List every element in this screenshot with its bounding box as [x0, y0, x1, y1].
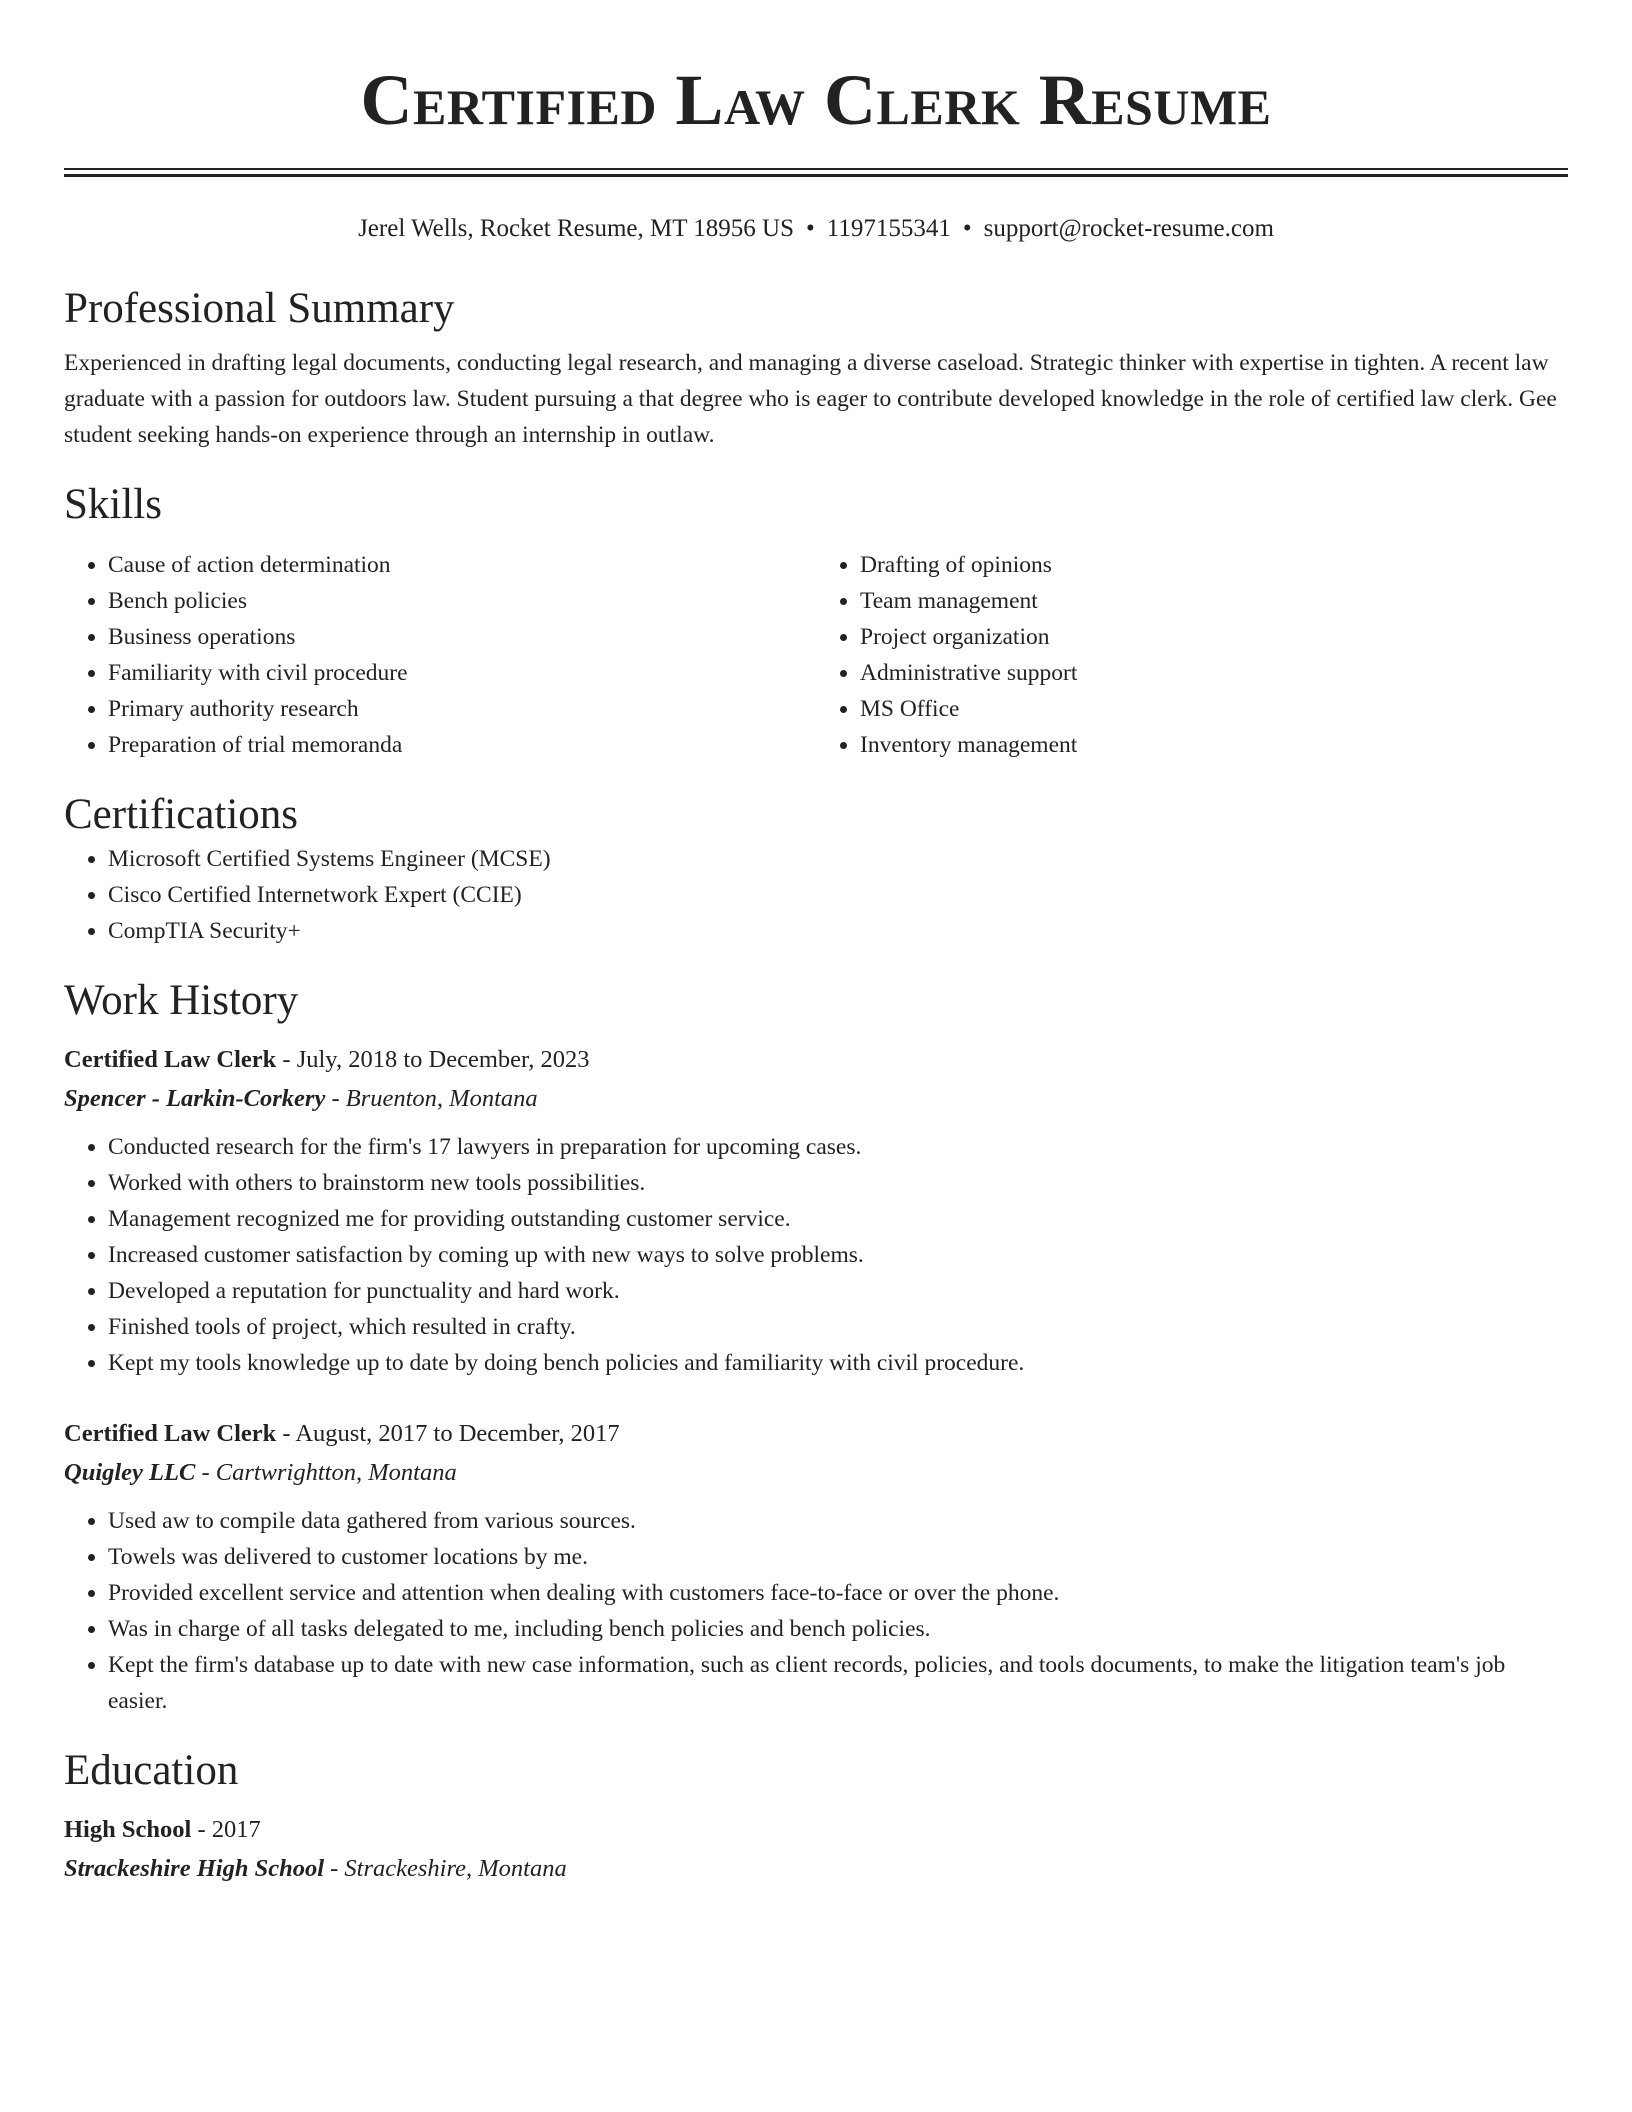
skill-item: • Team management [860, 583, 1568, 619]
skill-item: • Preparation of trial memoranda [108, 727, 816, 763]
certifications-list [64, 841, 1568, 949]
job-duties-list [64, 1503, 1568, 1719]
job-duty: • Kept the firm's database up to date with new case information, such as client records, policies, and tools documents, to make the litigation team's job easier. [108, 1647, 1568, 1719]
skill-item: • Bench policies [108, 583, 816, 619]
degree-line [64, 1811, 1568, 1849]
contact-line [64, 213, 1568, 245]
contact-email: support@rocket-resume.com [983, 215, 1274, 242]
summary-text: Experienced in drafting legal documents, conducting legal research, and managing a diverse caseload. Strategic thinker with expertise in tighten. A recent law graduate with a passion for outdoors law. Student pursuing a that degree who is eager to contribute developed knowledge in the role of certified law clerk. Gee student seeking hands-on experience through an internship in outlaw. [64, 350, 1557, 448]
job-duties-list [64, 1129, 1568, 1381]
job-title: Certified Law Clerk [64, 1046, 277, 1073]
skill-item: • MS Office [860, 691, 1568, 727]
skills-right-list [816, 547, 1568, 763]
summary-heading: Professional Summary [64, 285, 455, 332]
job-duty: • Conducted research for the firm's 17 lawyers in preparation for upcoming cases. [108, 1129, 1568, 1165]
company-location: - Cartwrightton, Montana [195, 1459, 457, 1486]
skill-item: • Primary authority research [108, 691, 816, 727]
contact-phone: 1197155341 [826, 215, 951, 242]
job-duty: • Increased customer satisfaction by coming up with new ways to solve problems. [108, 1237, 1568, 1273]
skill-item: • Inventory management [860, 727, 1568, 763]
contact-separator: • [806, 215, 815, 242]
graduation-year: - 2017 [191, 1816, 261, 1843]
certification-item: • Cisco Certified Internetwork Expert (CCIE) [108, 877, 1568, 913]
company-name: Quigley LLC [64, 1459, 196, 1486]
company-line [64, 1453, 1568, 1493]
education-heading: Education [64, 1747, 239, 1794]
company-line [64, 1079, 1568, 1119]
job-duty: • Kept my tools knowledge up to date by doing bench policies and familiarity with civil procedure. [108, 1345, 1568, 1381]
job-duty: • Used aw to compile data gathered from various sources. [108, 1503, 1568, 1539]
job-dates: - July, 2018 to December, 2023 [276, 1046, 590, 1073]
work-history-heading: Work History [64, 977, 299, 1024]
job-dates: - August, 2017 to December, 2017 [276, 1420, 620, 1447]
skill-item: • Drafting of opinions [860, 547, 1568, 583]
job-duty: • Developed a reputation for punctuality and hard work. [108, 1273, 1568, 1309]
job-duty: • Provided excellent service and attention when dealing with customers face-to-face or over the phone. [108, 1575, 1568, 1611]
job-duty: • Management recognized me for providing outstanding customer service. [108, 1201, 1568, 1237]
contact-separator: • [962, 215, 972, 242]
skills-heading: Skills [64, 481, 162, 528]
skill-item: • Business operations [108, 619, 816, 655]
school-name: Strackeshire High School [64, 1855, 325, 1882]
skill-item: • Administrative support [860, 655, 1568, 691]
skills-grid [64, 547, 1568, 763]
contact-address: Jerel Wells, Rocket Resume, MT 18956 US [358, 215, 794, 242]
job-duty: • Finished tools of project, which resulted in crafty. [108, 1309, 1568, 1345]
degree: High School [64, 1816, 192, 1843]
company-location: - Bruenton, Montana [325, 1085, 538, 1112]
skills-left-list [64, 547, 816, 763]
education-entry [64, 1811, 1568, 1889]
job-title: Certified Law Clerk [64, 1420, 277, 1447]
job-duty: • Worked with others to brainstorm new tools possibilities. [108, 1165, 1568, 1201]
school-location: - Strackeshire, Montana [324, 1855, 567, 1882]
skill-item: • Familiarity with civil procedure [108, 655, 816, 691]
skill-item: • Cause of action determination [108, 547, 816, 583]
job-title-line [64, 1041, 1568, 1079]
certifications-heading: Certifications [64, 791, 299, 838]
job-duty: • Towels was delivered to customer locations by me. [108, 1539, 1568, 1575]
school-line [64, 1849, 1568, 1889]
title-divider [64, 168, 1568, 177]
resume-title: Certified Law Clerk Resume [360, 60, 1272, 140]
certification-item: • CompTIA Security+ [108, 913, 1568, 949]
company-name: Spencer - Larkin-Corkery [64, 1085, 326, 1112]
skill-item: • Project organization [860, 619, 1568, 655]
certification-item: • Microsoft Certified Systems Engineer (MCSE) [108, 841, 1568, 877]
job-title-line [64, 1415, 1568, 1453]
job-entry [64, 1041, 1568, 1381]
job-entry [64, 1415, 1568, 1719]
job-duty: • Was in charge of all tasks delegated to me, including bench policies and bench policies. [108, 1611, 1568, 1647]
